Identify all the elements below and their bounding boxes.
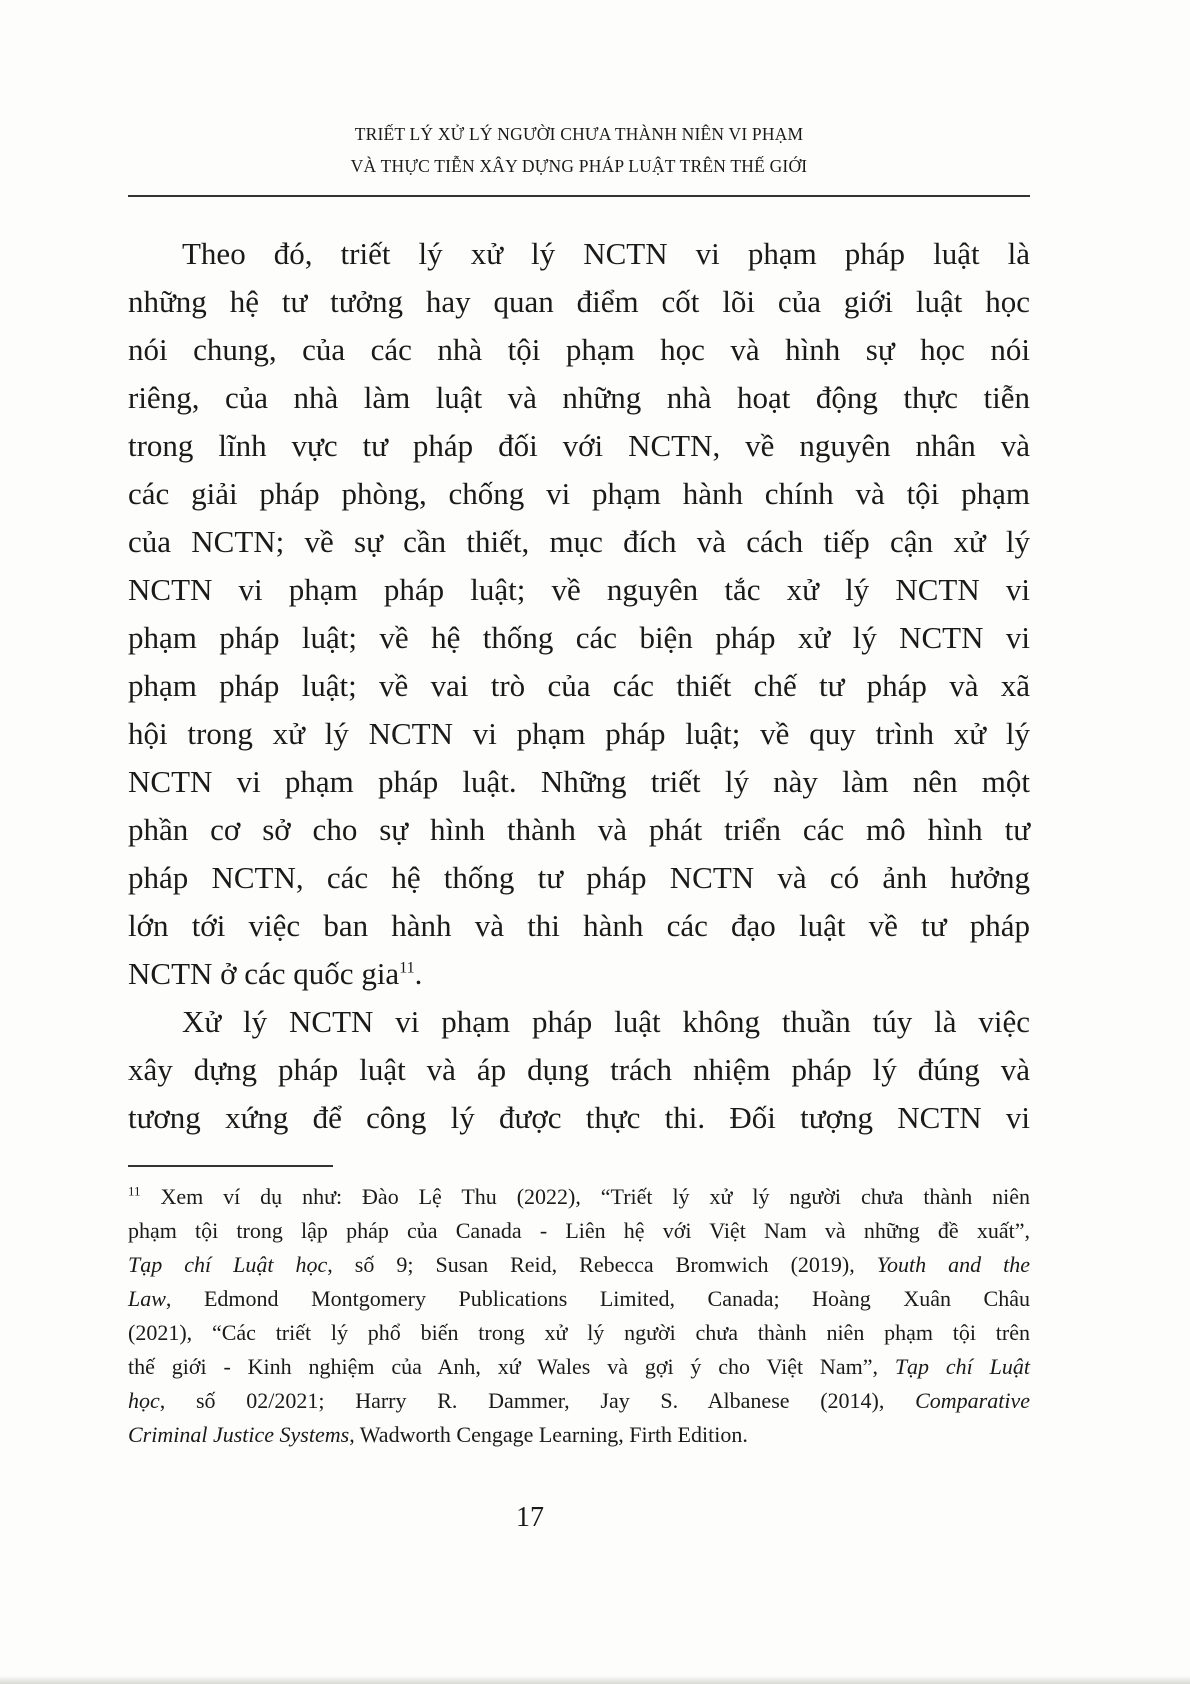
- footnote-line: [128, 1384, 1030, 1418]
- body-line: hội trong xử lý NCTN vi phạm pháp luật; về quy trình xử lý: [128, 716, 1030, 751]
- body-line: pháp NCTN, các hệ thống tư pháp NCTN và có ảnh hưởng: [128, 860, 1030, 895]
- body-line: phạm pháp luật; về hệ thống các biện pháp xử lý NCTN vi: [128, 620, 1030, 655]
- footnote-title-italic: Law: [128, 1286, 166, 1311]
- footnote-line: [128, 1180, 1030, 1214]
- footnote-text: Xem ví dụ như: Đào Lệ Thu (2022), “Triết lý xử lý người chưa thành niên: [140, 1184, 1030, 1209]
- footnote-text: , số 02/2021; Harry R. Dammer, Jay S. Albanese (2014),: [159, 1388, 916, 1413]
- body-line: tương xứng để công lý được thực thi. Đối tượng NCTN vi: [128, 1100, 1030, 1135]
- body-text: [128, 230, 1030, 1142]
- body-line: NCTN vi phạm pháp luật. Những triết lý này làm nên một: [128, 764, 1030, 799]
- footnote-text: , Wadworth Cengage Learning, Firth Edition.: [349, 1422, 748, 1447]
- footnote-line: [128, 1418, 1030, 1452]
- footnote-line: [128, 1282, 1030, 1316]
- footnote-title-italic: Youth and the: [876, 1252, 1030, 1277]
- footnote-line: [128, 1316, 1030, 1350]
- body-line-text: NCTN ở các quốc gia: [128, 956, 400, 991]
- body-line: trong lĩnh vực tư pháp đối với NCTN, về nguyên nhân và: [128, 428, 1030, 463]
- body-line: lớn tới việc ban hành và thi hành các đạo luật về tư pháp: [128, 908, 1030, 943]
- body-line: của NCTN; về sự cần thiết, mục đích và cách tiếp cận xử lý: [128, 524, 1030, 559]
- body-line: xây dựng pháp luật và áp dụng trách nhiệm pháp lý đúng và: [128, 1052, 1030, 1087]
- page-number: 17: [516, 1502, 544, 1533]
- footnote-line: [128, 1248, 1030, 1282]
- footnote: [128, 1180, 1030, 1452]
- footnote-line: [128, 1350, 1030, 1384]
- footnote-title-italic: Tạp chí Luật học: [128, 1252, 328, 1277]
- running-header-line-2: VÀ THỰC TIỄN XÂY DỰNG PHÁP LUẬT TRÊN THẾ GIỚI: [350, 156, 808, 176]
- running-header-line-1: TRIẾT LÝ XỬ LÝ NGƯỜI CHƯA THÀNH NIÊN VI PHẠM: [354, 124, 804, 144]
- footnote-text: , Edmond Montgomery Publications Limited, Canada; Hoàng Xuân Châu: [165, 1286, 1030, 1311]
- body-line: phần cơ sở cho sự hình thành và phát triển các mô hình tư: [128, 812, 1030, 847]
- footnote-marker: 11: [128, 1183, 141, 1199]
- footnote-separator: [128, 1165, 333, 1167]
- footnote-reference[interactable]: 11: [399, 959, 415, 977]
- footnote-text: phạm tội trong lập pháp của Canada - Liên hệ với Việt Nam và những đề xuất”,: [128, 1218, 1030, 1243]
- body-line: Xử lý NCTN vi phạm pháp luật không thuần túy là việc: [182, 1004, 1030, 1039]
- body-line: NCTN vi phạm pháp luật; về nguyên tắc xử lý NCTN vi: [128, 572, 1030, 607]
- footnote-title-italic: Criminal Justice Systems: [128, 1422, 350, 1447]
- body-line: [128, 950, 1030, 998]
- footnote-text: , số 9; Susan Reid, Rebecca Bromwich (2019),: [327, 1252, 877, 1277]
- body-line-text: .: [414, 956, 423, 991]
- footnote-title-italic: học: [128, 1388, 160, 1413]
- footnote-title-italic: Tạp chí Luật: [894, 1354, 1030, 1379]
- body-line: những hệ tư tưởng hay quan điểm cốt lõi của giới luật học: [128, 284, 1030, 319]
- footnote-text: thế giới - Kinh nghiệm của Anh, xứ Wales và gợi ý cho Việt Nam”,: [128, 1354, 895, 1379]
- body-line: Theo đó, triết lý xử lý NCTN vi phạm pháp luật là: [182, 236, 1030, 271]
- body-line: riêng, của nhà làm luật và những nhà hoạt động thực tiễn: [128, 380, 1030, 415]
- footnote-title-italic: Comparative: [915, 1388, 1030, 1413]
- body-line: nói chung, của các nhà tội phạm học và hình sự học nói: [128, 332, 1030, 367]
- footnote-line: [128, 1214, 1030, 1248]
- running-header: [128, 118, 1030, 182]
- header-rule: [128, 195, 1030, 197]
- footnote-text: (2021), “Các triết lý phổ biến trong xử lý người chưa thành niên phạm tội trên: [128, 1320, 1030, 1345]
- body-line: phạm pháp luật; về vai trò của các thiết chế tư pháp và xã: [128, 668, 1030, 703]
- body-line: các giải pháp phòng, chống vi phạm hành chính và tội phạm: [128, 476, 1030, 511]
- scan-edge: [0, 1676, 1190, 1684]
